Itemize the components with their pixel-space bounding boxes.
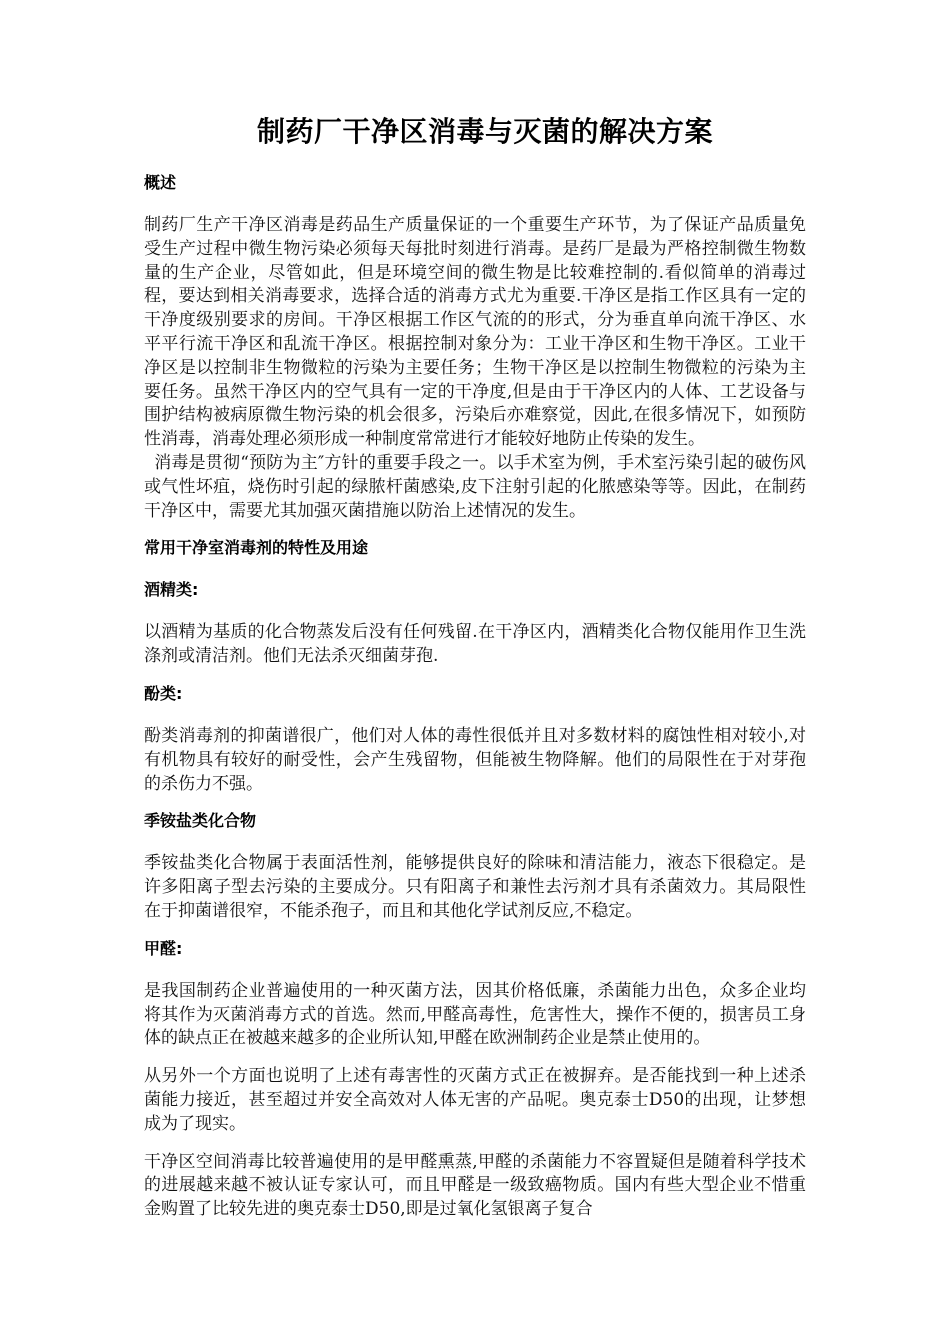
common-disinfectants-heading: 常用干净室消毒剂的特性及用途 — [144, 538, 369, 558]
overview-paragraph — [144, 214, 806, 523]
quaternary-paragraph: 季铵盐类化合物属于表面活性剂，能够提供良好的除味和清洁能力，液态下很稳定。是许多阳离子型去污染的主要成分。只有阳离子和兼性去污剂才具有杀菌效力。其局限性在于抑菌谱很窄，不能杀孢子，而且和其他化学试剂反应,不稳定。 — [144, 853, 806, 921]
alcohol-heading: 酒精类: — [144, 580, 199, 600]
overview-paragraph-1: 制药厂生产干净区消毒是药品生产质量保证的一个重要生产环节，为了保证产品质量免受生产过程中微生物污染必须每天每批时刻进行消毒。是药厂是最为严格控制微生物数量的生产企业，尽管如此，但是环境空间的微生物是比较难控制的.看似简单的消毒过程，要达到相关消毒要求，选择合适的消毒方式尤为重要.干净区是指工作区具有一定的干净度级别要求的房间。干净区根据工作区气流的的形式，分为垂直单向流干净区、水平平行流干净区和乱流干净区。根据控制对象分为：工业干净区和生物干净区。工业干净区是以控制非生物微粒的污染为主要任务；生物干净区是以控制生物微粒的污染为主要任务。虽然干净区内的空气具有一定的干净度,但是由于干净区内的人体、工艺设备与围护结构被病原微生物污染的机会很多，污染后亦难察觉，因此,在很多情况下，如预防性消毒，消毒处理必须形成一种制度常常进行才能较好地防止传染的发生。 — [144, 215, 806, 450]
formaldehyde-paragraph-2: 从另外一个方面也说明了上述有毒害性的灭菌方式正在被摒弃。是否能找到一种上述杀菌能力接近，甚至超过并安全高效对人体无害的产品呢。奥克泰士D50的出现，让梦想成为了现实。 — [144, 1066, 806, 1134]
document-page — [144, 112, 806, 1236]
overview-heading: 概述 — [144, 173, 177, 192]
alcohol-paragraph: 以酒精为基质的化合物蒸发后没有任何残留.在干净区内，酒精类化合物仅能用作卫生洗涤剂或清洁剂。他们无法杀灭细菌芽孢. — [144, 622, 806, 667]
document-title: 制药厂干净区消毒与灭菌的解决方案 — [256, 115, 713, 148]
formaldehyde-paragraph-3: 干净区空间消毒比较普遍使用的是甲醛熏蒸,甲醛的杀菌能力不容置疑但是随着科学技术的进展越来越不被认证专家认可，而且甲醛是一级致癌物质。国内有些大型企业不惜重金购置了比较先进的奥克泰士D50,即是过氧化氢银离子复合 — [144, 1151, 806, 1220]
phenol-heading: 酚类: — [144, 683, 183, 703]
quaternary-heading: 季铵盐类化合物 — [144, 811, 257, 831]
overview-paragraph-2: 消毒是贯彻“预防为主″方针的重要手段之一。以手术室为例，手术室污染引起的破伤风或气性坏疽，烧伤时引起的绿脓杆菌感染,皮下注射引起的化脓感染等等。因此，在制药干净区中，需要尤其加强灭菌措施以防治上述情况的发生。 — [144, 452, 806, 521]
formaldehyde-paragraph-1: 是我国制药企业普遍使用的一种灭菌方法，因其价格低廉，杀菌能力出色，众多企业均将其作为灭菌消毒方式的首选。然而,甲醛高毒性，危害性大，操作不便的，损害员工身体的缺点正在被越来越多的企业所认知,甲醛在欧洲制药企业是禁止使用的。 — [144, 980, 806, 1049]
phenol-paragraph: 酚类消毒剂的抑菌谱很广，他们对人体的毒性很低并且对多数材料的腐蚀性相对较小,对有机物具有较好的耐受性，会产生残留物，但能被生物降解。他们的局限性在于对芽孢的杀伤力不强。 — [144, 725, 806, 794]
formaldehyde-heading: 甲醛: — [144, 938, 183, 958]
